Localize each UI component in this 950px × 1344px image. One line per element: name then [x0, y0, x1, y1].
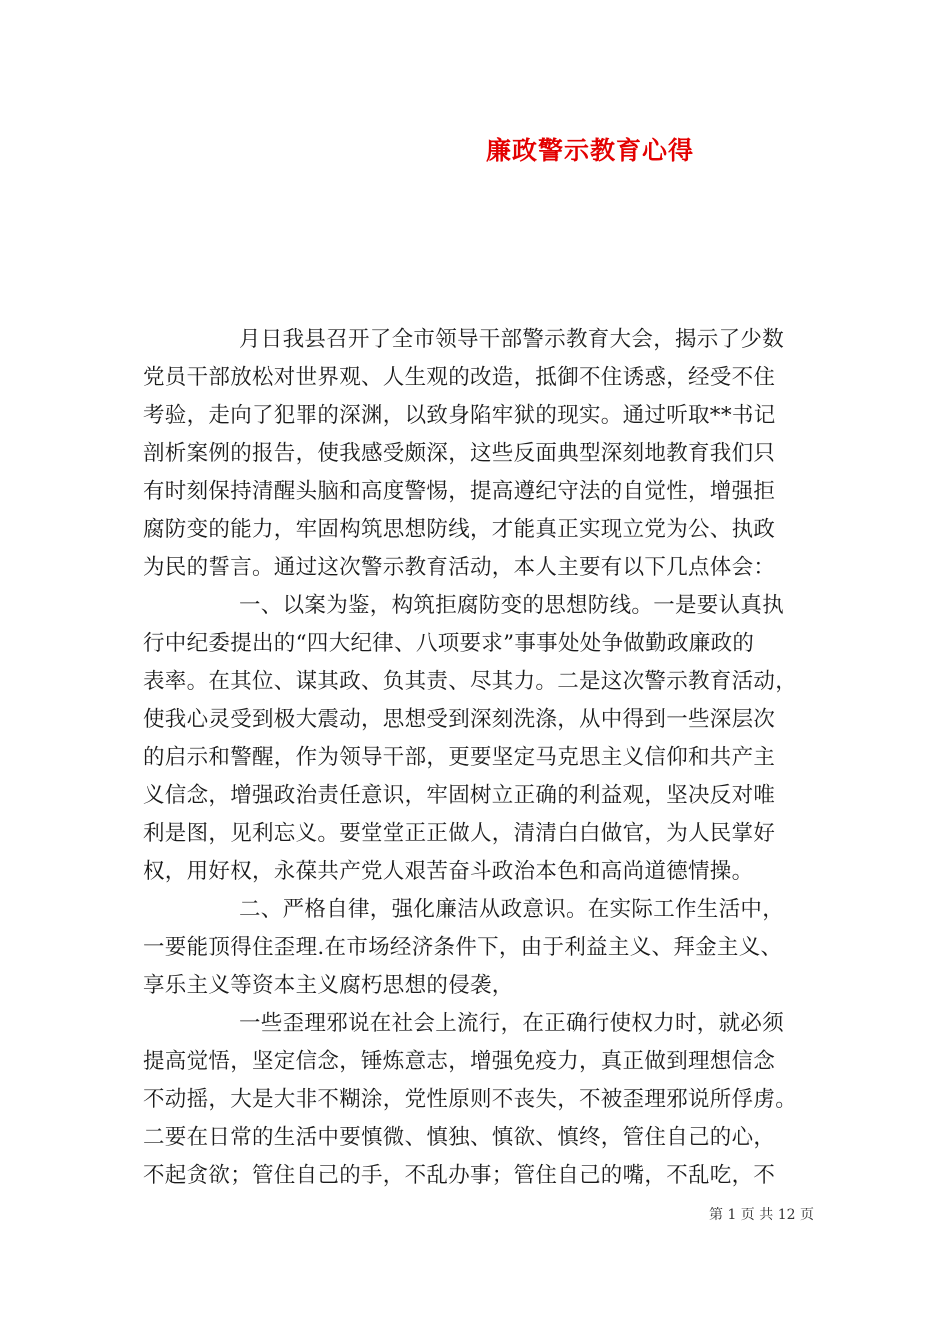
- paragraph-line: 剖析案例的报告，使我感受颇深，这些反面典型深刻地教育我们只: [143, 441, 776, 466]
- paragraph-line: 有时刻保持清醒头脑和高度警惕，提高遵纪守法的自觉性，增强拒: [143, 479, 776, 504]
- paragraph-line: 提高觉悟，坚定信念，锤炼意志，增强免疫力，真正做到理想信念: [143, 1049, 776, 1074]
- paragraph-line: 为民的誓言。通过这次警示教育活动，本人主要有以下几点体会：: [143, 555, 776, 580]
- paragraph-line: 不起贪欲；管住自己的手，不乱办事；管住自己的嘴，不乱吃，不: [143, 1163, 776, 1188]
- paragraph-line: 表率。在其位、谋其政、负其责、尽其力。二是这次警示教育活动，: [143, 669, 798, 694]
- paragraph-line: 考验，走向了犯罪的深渊，以致身陷牢狱的现实。通过听取**书记: [143, 403, 776, 428]
- paragraph-line: 的启示和警醒，作为领导干部，更要坚定马克思主义信仰和共产主: [143, 745, 776, 770]
- paragraph-line: 义信念，增强政治责任意识，牢固树立正确的利益观，坚决反对唯: [143, 783, 776, 808]
- paragraph-line: 一、以案为鉴，构筑拒腐防变的思想防线。一是要认真执: [239, 593, 785, 618]
- paragraph-line: 月日我县召开了全市领导干部警示教育大会，揭示了少数: [239, 327, 785, 352]
- paragraph-line: 二要在日常的生活中要慎微、慎独、慎欲、慎终，管住自己的心，: [143, 1125, 776, 1150]
- paragraph-line: 二、严格自律，强化廉洁从政意识。在实际工作生活中，: [239, 897, 785, 922]
- paragraph-line: 一些歪理邪说在社会上流行，在正确行使权力时，就必须: [239, 1011, 785, 1036]
- paragraph-line: 权，用好权，永葆共产党人艰苦奋斗政治本色和高尚道德情操。: [143, 859, 754, 884]
- paragraph-line: 不动摇，大是大非不糊涂，党性原则不丧失，不被歪理邪说所俘虏。: [143, 1087, 798, 1112]
- paragraph-line: 利是图，见利忘义。要堂堂正正做人，清清白白做官，为人民掌好: [143, 821, 776, 846]
- paragraph-line: 享乐主义等资本主义腐朽思想的侵袭，: [143, 973, 514, 998]
- paragraph-line: 使我心灵受到极大震动，思想受到深刻洗涤，从中得到一些深层次: [143, 707, 776, 732]
- page-number: 第 1 页 共 12 页: [709, 1207, 814, 1223]
- paragraph-line: 腐防变的能力，牢固构筑思想防线，才能真正实现立党为公、执政: [143, 517, 776, 542]
- paragraph-line: 党员干部放松对世界观、人生观的改造，抵御不住诱惑，经受不住: [143, 365, 776, 390]
- paragraph-line: 行中纪委提出的“四大纪律、八项要求”事事处处争做勤政廉政的: [143, 631, 755, 656]
- document-title: 廉政警示教育心得: [485, 136, 694, 165]
- paragraph-line: 一要能顶得住歪理.在市场经济条件下，由于利益主义、拜金主义、: [143, 935, 783, 960]
